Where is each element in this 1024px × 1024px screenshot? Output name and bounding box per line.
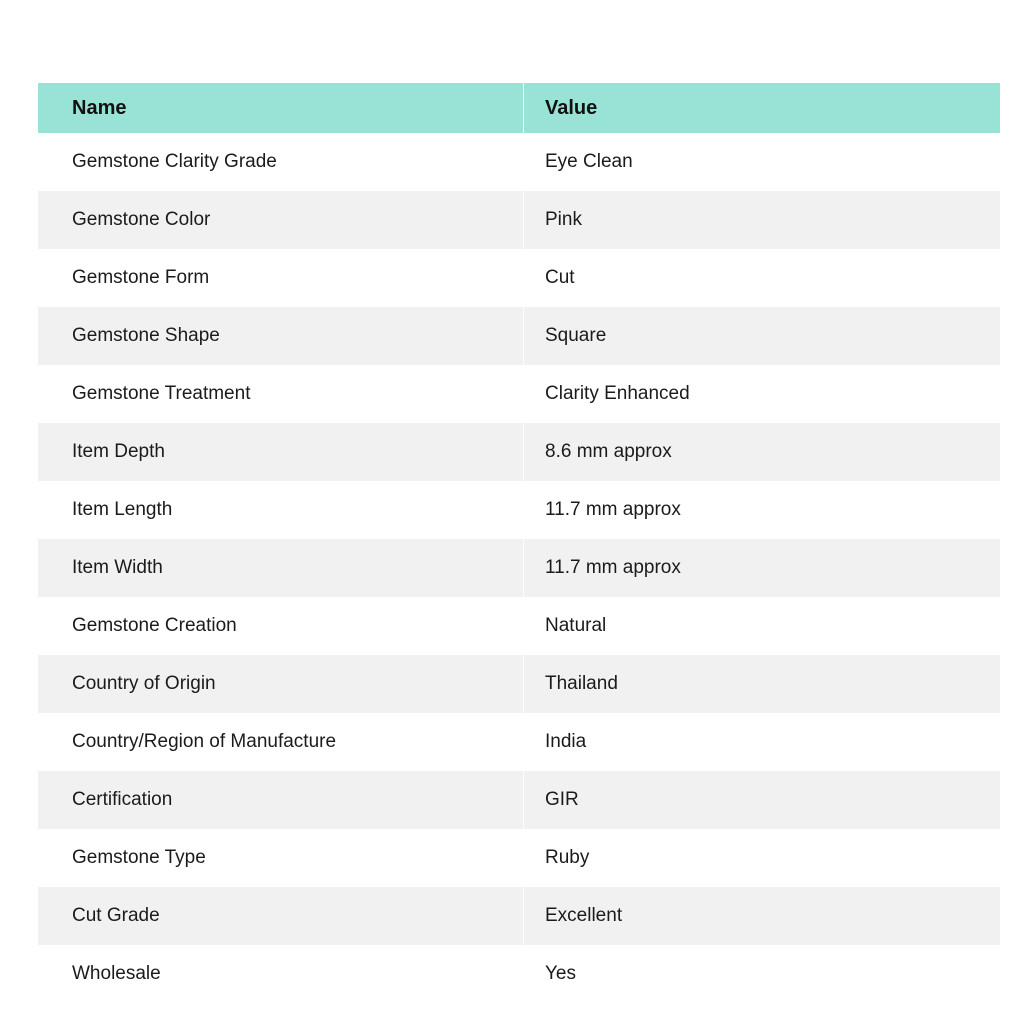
table-header-row xyxy=(38,83,1000,133)
row-name-cell: Gemstone Form xyxy=(38,249,524,307)
table-row xyxy=(38,365,1000,423)
row-value-cell: Ruby xyxy=(545,847,590,868)
row-value-cell: 8.6 mm approx xyxy=(545,441,672,462)
table-row xyxy=(38,945,1000,1003)
row-name-cell: Gemstone Color xyxy=(38,191,524,249)
table-row xyxy=(38,307,1000,365)
row-value-cell: India xyxy=(545,731,587,752)
table-row xyxy=(38,249,1000,307)
row-value-cell: Pink xyxy=(545,209,582,230)
item-specifics-table xyxy=(38,83,1000,1003)
table-row xyxy=(38,887,1000,945)
table-row xyxy=(38,829,1000,887)
table-row xyxy=(38,481,1000,539)
row-value-cell: Square xyxy=(545,325,607,346)
row-name-cell: Gemstone Clarity Grade xyxy=(38,133,524,191)
table-row xyxy=(38,597,1000,655)
row-value-cell: Excellent xyxy=(545,905,623,926)
row-name-cell: Item Length xyxy=(38,481,524,539)
row-name-cell: Item Depth xyxy=(38,423,524,481)
table-row xyxy=(38,191,1000,249)
table-row xyxy=(38,771,1000,829)
table-row xyxy=(38,133,1000,191)
row-name-cell: Wholesale xyxy=(38,945,524,1003)
row-value-cell: GIR xyxy=(545,789,579,810)
table-row xyxy=(38,655,1000,713)
row-name-cell: Gemstone Creation xyxy=(38,597,524,655)
row-name-cell: Certification xyxy=(38,771,524,829)
column-header-name: Name xyxy=(38,83,524,133)
table-body xyxy=(38,133,1000,1003)
row-name-cell: Cut Grade xyxy=(38,887,524,945)
table-row xyxy=(38,539,1000,597)
column-header-value: Value xyxy=(545,96,598,119)
row-name-cell: Country of Origin xyxy=(38,655,524,713)
table-row xyxy=(38,423,1000,481)
row-value-cell: Clarity Enhanced xyxy=(545,383,690,404)
row-name-cell: Country/Region of Manufacture xyxy=(38,713,524,771)
table-row xyxy=(38,713,1000,771)
row-name-cell: Gemstone Treatment xyxy=(38,365,524,423)
row-name-cell: Item Width xyxy=(38,539,524,597)
row-name-cell: Gemstone Shape xyxy=(38,307,524,365)
row-value-cell: Cut xyxy=(545,267,575,288)
row-value-cell: 11.7 mm approx xyxy=(545,499,681,520)
row-value-cell: 11.7 mm approx xyxy=(545,557,681,578)
row-value-cell: Yes xyxy=(545,963,576,984)
row-value-cell: Eye Clean xyxy=(545,151,633,172)
row-value-cell: Thailand xyxy=(545,673,618,694)
row-value-cell: Natural xyxy=(545,615,607,636)
row-name-cell: Gemstone Type xyxy=(38,829,524,887)
